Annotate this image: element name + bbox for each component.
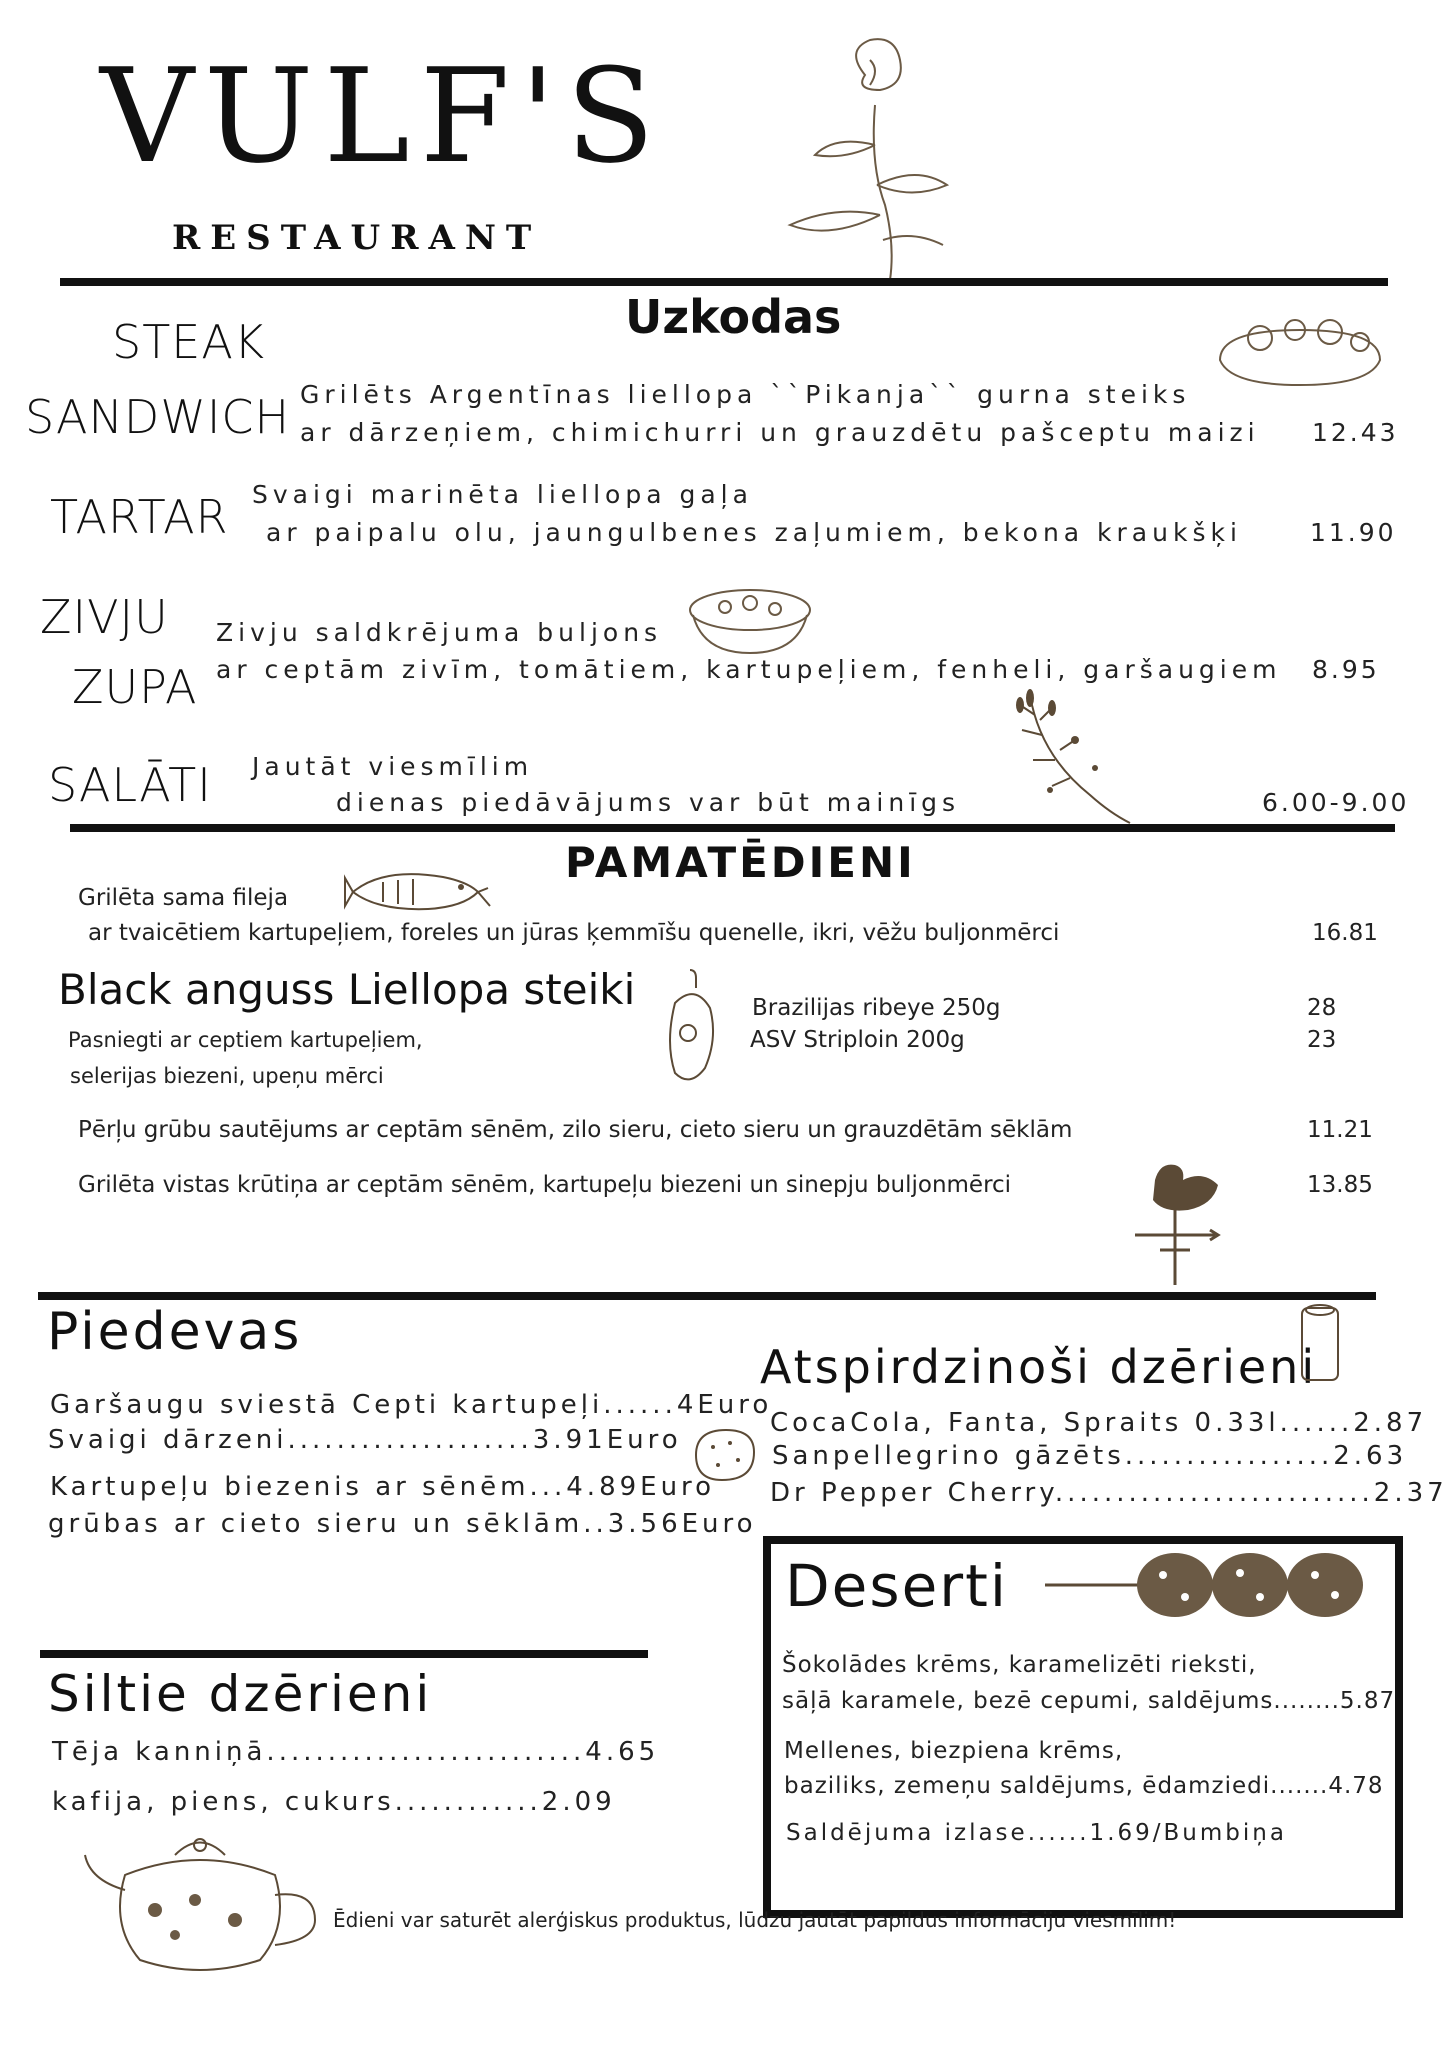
section-title-uzkodas: Uzkodas [625,290,842,344]
dessert-item: Šokolādes krēms, karamelizēti rieksti, [782,1652,1257,1678]
teapot-icon [85,1835,325,1975]
side-item: grūbas ar cieto sieru un sēklām..3.56Euro [48,1509,757,1539]
dessert-skewer-icon [1045,1545,1365,1625]
side-item: Garšaugu sviestā Cepti kartupeļi......4Euro [50,1390,773,1420]
hot-drink-item: kafija, piens, cukurs............2.09 [52,1787,616,1817]
item-desc: ar paipalu olu, jaungulbenes zaļumiem, bekona kraukšķi [266,518,1242,547]
olive-branch-icon [1010,690,1140,830]
item-desc: dienas piedāvājums var būt mainīgs [336,788,961,817]
allergy-note: Ēdieni var saturēt alerģiskus produktus, lūdzu jautāt papildus informāciju viesmīlim! [333,1908,1177,1932]
drink-item: Sanpellegrino gāzēts.................2.63 [772,1441,1408,1471]
steak-option-price: 28 [1307,995,1337,1021]
item-name-sandwich: SANDWICH [25,390,291,444]
steak-option-price: 23 [1307,1027,1337,1053]
soda-can-icon [1298,1300,1343,1385]
item-name-tartar: TARTAR [50,490,229,544]
section-title-siltie: Siltie dzērieni [48,1665,433,1723]
dessert-item: baziliks, zemeņu saldējums, ēdamziedi.......4.78 [784,1773,1384,1799]
section-title-pamatedieni: PAMATĒDIENI [565,838,916,887]
weathervane-rooster-icon [1115,1160,1235,1290]
steak-icon [660,968,720,1088]
section-divider [40,1650,648,1658]
item-desc: Jautāt viesmīlim [252,752,534,781]
item-desc: Zivju saldkrējuma buljons [216,618,663,647]
header-divider [60,278,1388,286]
fish-dish-desc: ar tvaicētiem kartupeļiem, foreles un jūras ķemmīšu quenelle, ikri, vēžu buljonmērci [88,920,1060,946]
brand-tagline: RESTAURANT [172,218,542,258]
sandwich-icon [1210,300,1390,390]
dessert-item: Saldējuma izlase......1.69/Bumbiņa [786,1820,1287,1846]
item-desc: ar dārzeņiem, chimichurri un grauzdētu pašceptu maizi [300,418,1260,447]
barley-dish: Pērļu grūbu sautējums ar ceptām sēnēm, zilo sieru, cieto sieru un grauzdētām sēklām [78,1117,1073,1143]
section-divider [70,824,1395,832]
potato-icon [688,1425,758,1485]
barley-dish-price: 11.21 [1307,1117,1373,1143]
fish-dish-price: 16.81 [1312,920,1378,946]
item-name-salati: SALĀTI [48,758,212,812]
steak-option-name: ASV Striploin 200g [750,1027,965,1053]
drink-item: Dr Pepper Cherry..........................2.37 [770,1478,1448,1508]
chicken-dish-price: 13.85 [1307,1172,1373,1198]
steak-desc: selerijas biezeni, upeņu mērci [70,1064,384,1088]
soup-bowl-icon [685,585,815,655]
steak-section-title: Black anguss Liellopa steiki [58,965,636,1014]
item-name-zivju: ZIVJU [40,590,169,644]
side-item: Kartupeļu biezenis ar sēnēm...4.89Euro [50,1472,716,1502]
dessert-item: Mellenes, biezpiena krēms, [784,1738,1124,1764]
item-price: 12.43 [1312,418,1399,447]
chicken-dish: Grilēta vistas krūtiņa ar ceptām sēnēm, kartupeļu biezeni un sinepju buljonmērci [78,1172,1012,1198]
section-title-atspirdzinosi: Atspirdzinoši dzērieni [760,1340,1318,1394]
brand-logo: VULF'S [100,40,665,192]
item-desc: ar ceptām zivīm, tomātiem, kartupeļiem, fenheli, garšaugiem [216,655,1282,684]
item-desc: Grilēts Argentīnas liellopa ``Pikanja`` gurna steiks [300,380,1191,409]
item-price: 8.95 [1312,655,1380,684]
section-divider [38,1292,1376,1300]
section-title-piedevas: Piedevas [47,1302,303,1362]
steak-desc: Pasniegti ar ceptiem kartupeļiem, [68,1028,423,1052]
item-name-zupa: ZUPA [72,660,198,714]
item-price: 11.90 [1310,518,1397,547]
fish-dish-name: Grilēta sama fileja [78,885,289,911]
item-name-steak: STEAK [112,315,265,369]
dessert-item: sāļā karamele, bezē cepumi, saldējums........5.87 [782,1688,1396,1714]
side-item: Svaigi dārzeni....................3.91Euro [48,1425,682,1455]
item-desc: Svaigi marinēta liellopa gaļa [252,480,753,509]
fish-icon [343,862,493,922]
item-price: 6.00-9.00 [1262,788,1410,817]
rose-illustration-icon [775,35,975,285]
hot-drink-item: Tēja kanniņā..........................4.65 [52,1737,660,1767]
section-title-deserti: Deserti [785,1552,1008,1620]
drink-item: CocaCola, Fanta, Spraits 0.33l......2.87 [770,1408,1428,1438]
steak-option-name: Brazilijas ribeye 250g [752,995,1001,1021]
